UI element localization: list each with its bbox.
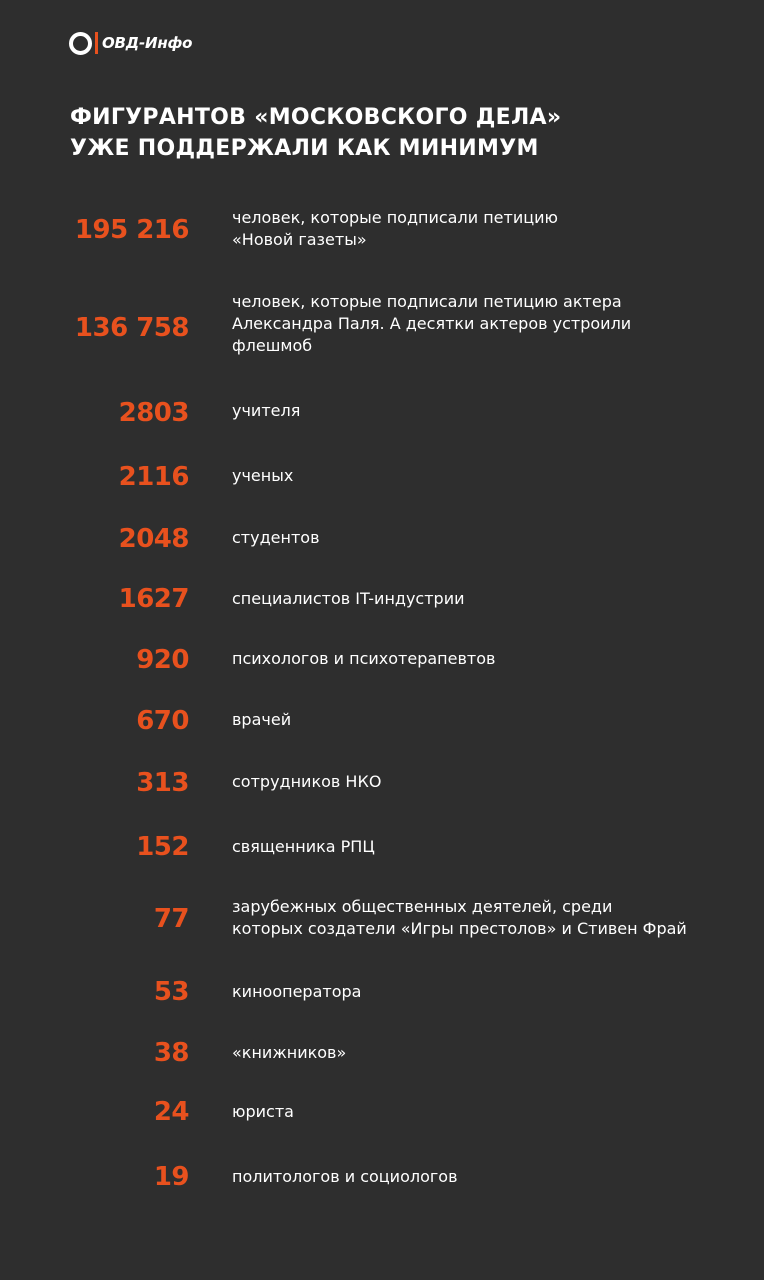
stat-description-line: которых создатели «Игры престолов» и Стивен Фрай xyxy=(232,919,687,938)
stat-value: 53 xyxy=(153,977,189,1007)
stat-description-line: «Новой газеты» xyxy=(232,230,367,249)
title-line-1: ФИГУРАНТОВ «МОСКОВСКОГО ДЕЛА» xyxy=(70,105,562,130)
stat-description xyxy=(232,1042,702,1064)
stat-description xyxy=(232,1101,702,1123)
stat-description xyxy=(232,771,702,793)
stat-description xyxy=(232,896,702,940)
stat-value: 195 216 xyxy=(74,215,189,245)
stat-description xyxy=(232,588,702,610)
logo-ring-icon xyxy=(69,32,92,55)
logo-bar-icon xyxy=(95,32,98,54)
stat-description-line: специалистов IT-индустрии xyxy=(232,589,465,608)
stat-description xyxy=(232,709,702,731)
stat-description-line: флешмоб xyxy=(232,336,313,355)
stat-description-line: ученых xyxy=(232,466,294,485)
stat-value: 24 xyxy=(153,1097,189,1127)
stat-value: 1627 xyxy=(118,584,189,614)
stat-description xyxy=(232,400,702,422)
stat-value: 38 xyxy=(153,1038,189,1068)
stat-description xyxy=(232,207,702,251)
title-line-2: УЖЕ ПОДДЕРЖАЛИ КАК МИНИМУМ xyxy=(70,136,539,161)
stat-description xyxy=(232,527,702,549)
stat-description-line: юриста xyxy=(232,1102,294,1121)
stat-description-line: сотрудников НКО xyxy=(232,772,382,791)
brand-name: ОВД-Инфо xyxy=(102,34,193,52)
stat-description xyxy=(232,291,702,357)
stat-description xyxy=(232,465,702,487)
page-title xyxy=(70,102,710,164)
stat-value: 152 xyxy=(136,832,189,862)
stat-description xyxy=(232,981,702,1003)
stat-description-line: человек, которые подписали петицию актера xyxy=(232,292,622,311)
stat-description-line: психологов и психотерапевтов xyxy=(232,649,496,668)
stat-description-line: учителя xyxy=(232,401,301,420)
stat-value: 19 xyxy=(153,1162,189,1192)
stat-description-line: Александра Паля. А десятки актеров устроили xyxy=(232,314,632,333)
stat-description-line: студентов xyxy=(232,528,320,547)
stat-description-line: «книжников» xyxy=(232,1043,347,1062)
stat-description xyxy=(232,648,702,670)
stat-description-line: врачей xyxy=(232,710,292,729)
stat-value: 2116 xyxy=(118,462,189,492)
stat-value: 2048 xyxy=(118,524,189,554)
stat-description-line: священника РПЦ xyxy=(232,837,375,856)
stat-description-line: зарубежных общественных деятелей, среди xyxy=(232,897,613,916)
stat-value: 313 xyxy=(136,768,189,798)
stat-description-line: кинооператора xyxy=(232,982,362,1001)
stat-description xyxy=(232,1166,702,1188)
stat-description-line: человек, которые подписали петицию xyxy=(232,208,558,227)
stat-value: 920 xyxy=(136,645,189,675)
stat-description xyxy=(232,836,702,858)
stat-value: 670 xyxy=(136,706,189,736)
stat-value: 2803 xyxy=(118,398,189,428)
stat-description-line: политологов и социологов xyxy=(232,1167,458,1186)
brand-logo xyxy=(69,30,192,56)
stat-value: 77 xyxy=(153,904,189,934)
stat-value: 136 758 xyxy=(74,313,189,343)
